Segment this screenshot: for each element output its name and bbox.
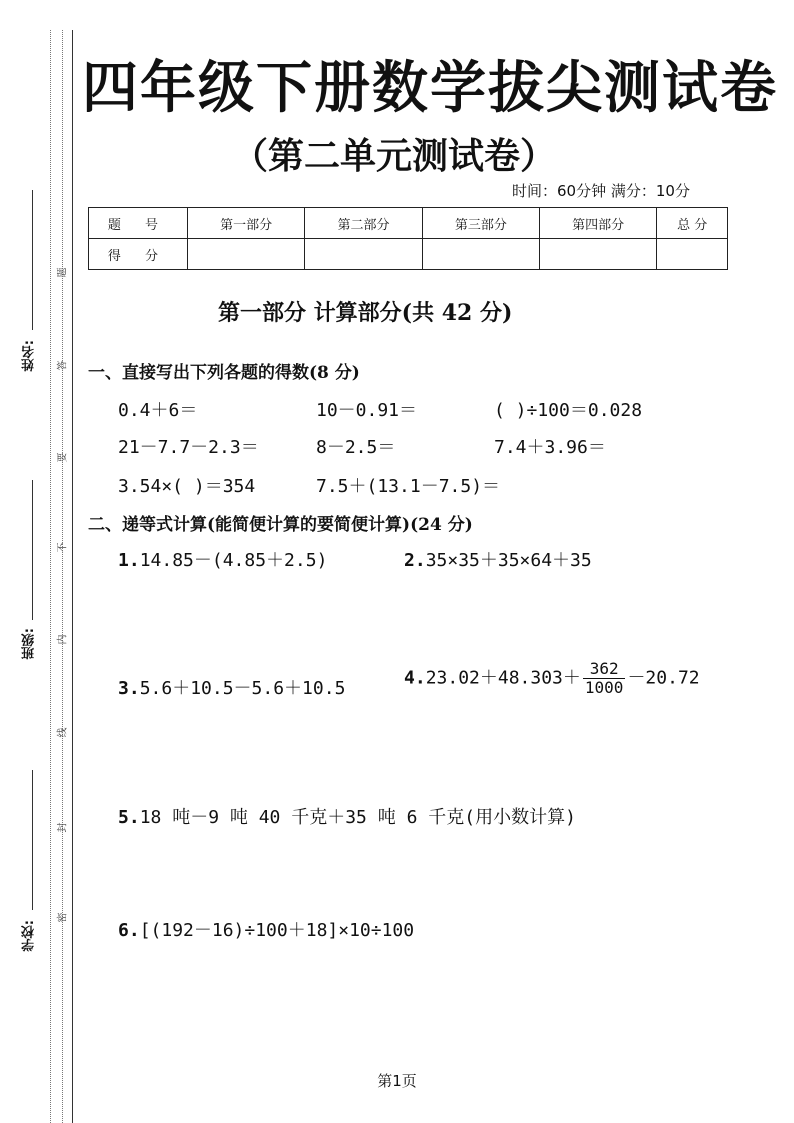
- page-subtitle: （第二单元测试卷）: [232, 136, 557, 177]
- seal-char: 答: [57, 360, 69, 371]
- table-cell: 第一部分: [188, 208, 305, 239]
- item-number: 3.: [118, 678, 140, 699]
- item-expression: 23.02＋48.303＋: [425, 667, 581, 689]
- oral-item: 7.4＋3.96＝: [494, 437, 606, 458]
- score-input-cell[interactable]: [539, 239, 656, 270]
- calc-item: [118, 916, 414, 942]
- item-expression: －20.72: [627, 667, 700, 689]
- item-number: 2.: [404, 550, 426, 571]
- page-title: 四年级下册数学拔尖测试卷: [82, 56, 778, 121]
- oral-item: 3.54×( )＝354: [118, 476, 256, 497]
- oral-item: 10－0.91＝: [316, 400, 418, 421]
- table-cell: 得 分: [89, 239, 188, 270]
- item-expression: 5.6＋10.5－5.6＋10.5: [139, 678, 346, 699]
- calc-item: [404, 660, 700, 697]
- seal-char: 要: [57, 452, 69, 463]
- oral-item: 0.4＋6＝: [118, 400, 198, 421]
- table-row: [89, 208, 728, 239]
- item-expression: 14.85－(4.85＋2.5): [139, 550, 328, 571]
- table-cell: 第二部分: [305, 208, 422, 239]
- question-heading: 一、直接写出下列各题的得数(8 分): [88, 363, 360, 383]
- binding-line: [72, 30, 73, 1123]
- table-row: [89, 239, 728, 270]
- school-field-line: [32, 770, 33, 910]
- table-cell: 第四部分: [539, 208, 656, 239]
- score-input-cell[interactable]: [657, 239, 728, 270]
- table-cell: 总 分: [657, 208, 728, 239]
- item-number: 6.: [118, 920, 140, 941]
- name-label: 姓名:: [22, 340, 37, 372]
- item-number: 1.: [118, 550, 140, 571]
- item-expression: 35×35＋35×64＋35: [425, 550, 592, 571]
- oral-item: ( )÷100＝0.028: [494, 400, 643, 421]
- calc-item: [118, 546, 327, 572]
- question-heading: 二、递等式计算(能简便计算的要简便计算)(24 分): [88, 515, 473, 535]
- calc-item: [118, 803, 576, 829]
- calc-item: [404, 546, 592, 572]
- score-input-cell[interactable]: [422, 239, 539, 270]
- oral-item: 8－2.5＝: [316, 437, 396, 458]
- class-field-line: [32, 480, 33, 620]
- score-input-cell[interactable]: [305, 239, 422, 270]
- item-expression: [(192－16)÷100＋18]×10÷100: [139, 920, 415, 941]
- section-title: 第一部分 计算部分(共 42 分): [218, 300, 513, 326]
- seal-char: 密: [57, 912, 69, 923]
- oral-item: 7.5＋(13.1－7.5)＝: [316, 476, 501, 497]
- item-number: 4.: [404, 667, 426, 689]
- table-cell: 第三部分: [422, 208, 539, 239]
- time-info: 时间：60分钟 满分：10分: [512, 182, 690, 200]
- table-cell: 题 号: [89, 208, 188, 239]
- page-number: 第1页: [377, 1072, 417, 1090]
- school-label: 学校:: [22, 920, 37, 952]
- oral-item: 21－7.7－2.3＝: [118, 437, 259, 458]
- fraction: [583, 660, 626, 697]
- seal-char: 线: [57, 727, 69, 738]
- score-table: [88, 207, 728, 270]
- score-input-cell[interactable]: [188, 239, 305, 270]
- class-label: 班级:: [22, 628, 37, 660]
- dotted-line: [62, 30, 63, 1123]
- seal-char: 不: [57, 542, 69, 553]
- seal-char: 题: [57, 267, 69, 278]
- dotted-line: [50, 30, 51, 1123]
- seal-char: 封: [57, 822, 69, 833]
- name-field-line: [32, 190, 33, 330]
- binding-margin: [0, 0, 80, 1123]
- fraction-numerator: 362: [583, 660, 626, 679]
- fraction-denominator: 1000: [584, 678, 624, 697]
- calc-item: [118, 674, 345, 700]
- seal-char: 内: [57, 634, 69, 645]
- item-expression: 18 吨－9 吨 40 千克＋35 吨 6 千克(用小数计算): [139, 807, 576, 828]
- item-number: 5.: [118, 807, 140, 828]
